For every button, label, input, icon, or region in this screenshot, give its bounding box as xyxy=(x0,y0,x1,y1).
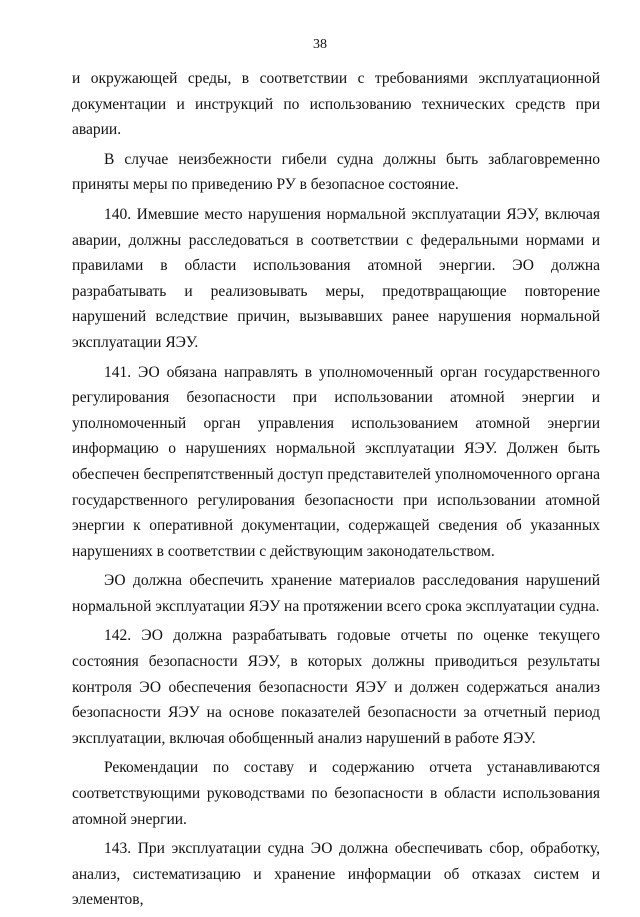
paragraph-142: 142. ЭО должна разрабатывать годовые отчеты по оценке текущего состояния безопасности ЯЭУ, в которых должны приводиться результаты контроля ЭО обеспечения безопасности ЯЭУ и должен содержаться анализ безопасности ЯЭУ на основе показателей безопасности за отчетный период эксплуатации, включая обобщенный анализ нарушений в работе ЯЭУ. xyxy=(72,627,600,747)
paragraph-continued: и окружающей среды, в соответствии с требованиями эксплуатационной документации и инструкций по использованию технических средств при аварии. xyxy=(72,70,600,139)
page-number: 38 xyxy=(313,37,327,52)
paragraph-143: 143. При эксплуатации судна ЭО должна обеспечивать сбор, обработку, анализ, систематизацию и хранение информации об отказах систем и элементов, xyxy=(72,840,600,909)
paragraph: В случае неизбежности гибели судна должны быть заблаговременно приняты меры по приведению РУ в безопасное состояние. xyxy=(72,150,600,194)
paragraph: Рекомендации по составу и содержанию отчета устанавливаются соответствующими руководствами по безопасности в области использования атомной энергии. xyxy=(72,759,600,828)
paragraph: ЭО должна обеспечить хранение материалов расследования нарушений нормальной эксплуатации ЯЭУ на протяжении всего срока эксплуатации судна. xyxy=(72,572,600,615)
paragraph-140: 140. Имевшие место нарушения нормальной эксплуатации ЯЭУ, включая аварии, должны расследоваться в соответствии с федеральными нормами и правилами в области использования атомной энергии. ЭО должна разрабатывать и реализовывать меры, предотвращающие повторение нарушений вследствие причин, вызывавших ранее нарушения нормальной эксплуатации ЯЭУ. xyxy=(72,205,600,351)
paragraph-141: 141. ЭО обязана направлять в уполномоченный орган государственного регулирования безопасности при использовании атомной энергии и уполномоченный орган управления использованием атомной энергии информацию о нарушениях нормальной эксплуатации ЯЭУ. Должен быть обеспечен беспрепятственный доступ представителей уполномоченного органа государственного регулирования безопасности при использовании атомной энергии к оперативной документации, содержащей сведения об указанных нарушениях в соответствии с действующим законодательством. xyxy=(72,363,600,560)
body-text xyxy=(72,66,600,917)
